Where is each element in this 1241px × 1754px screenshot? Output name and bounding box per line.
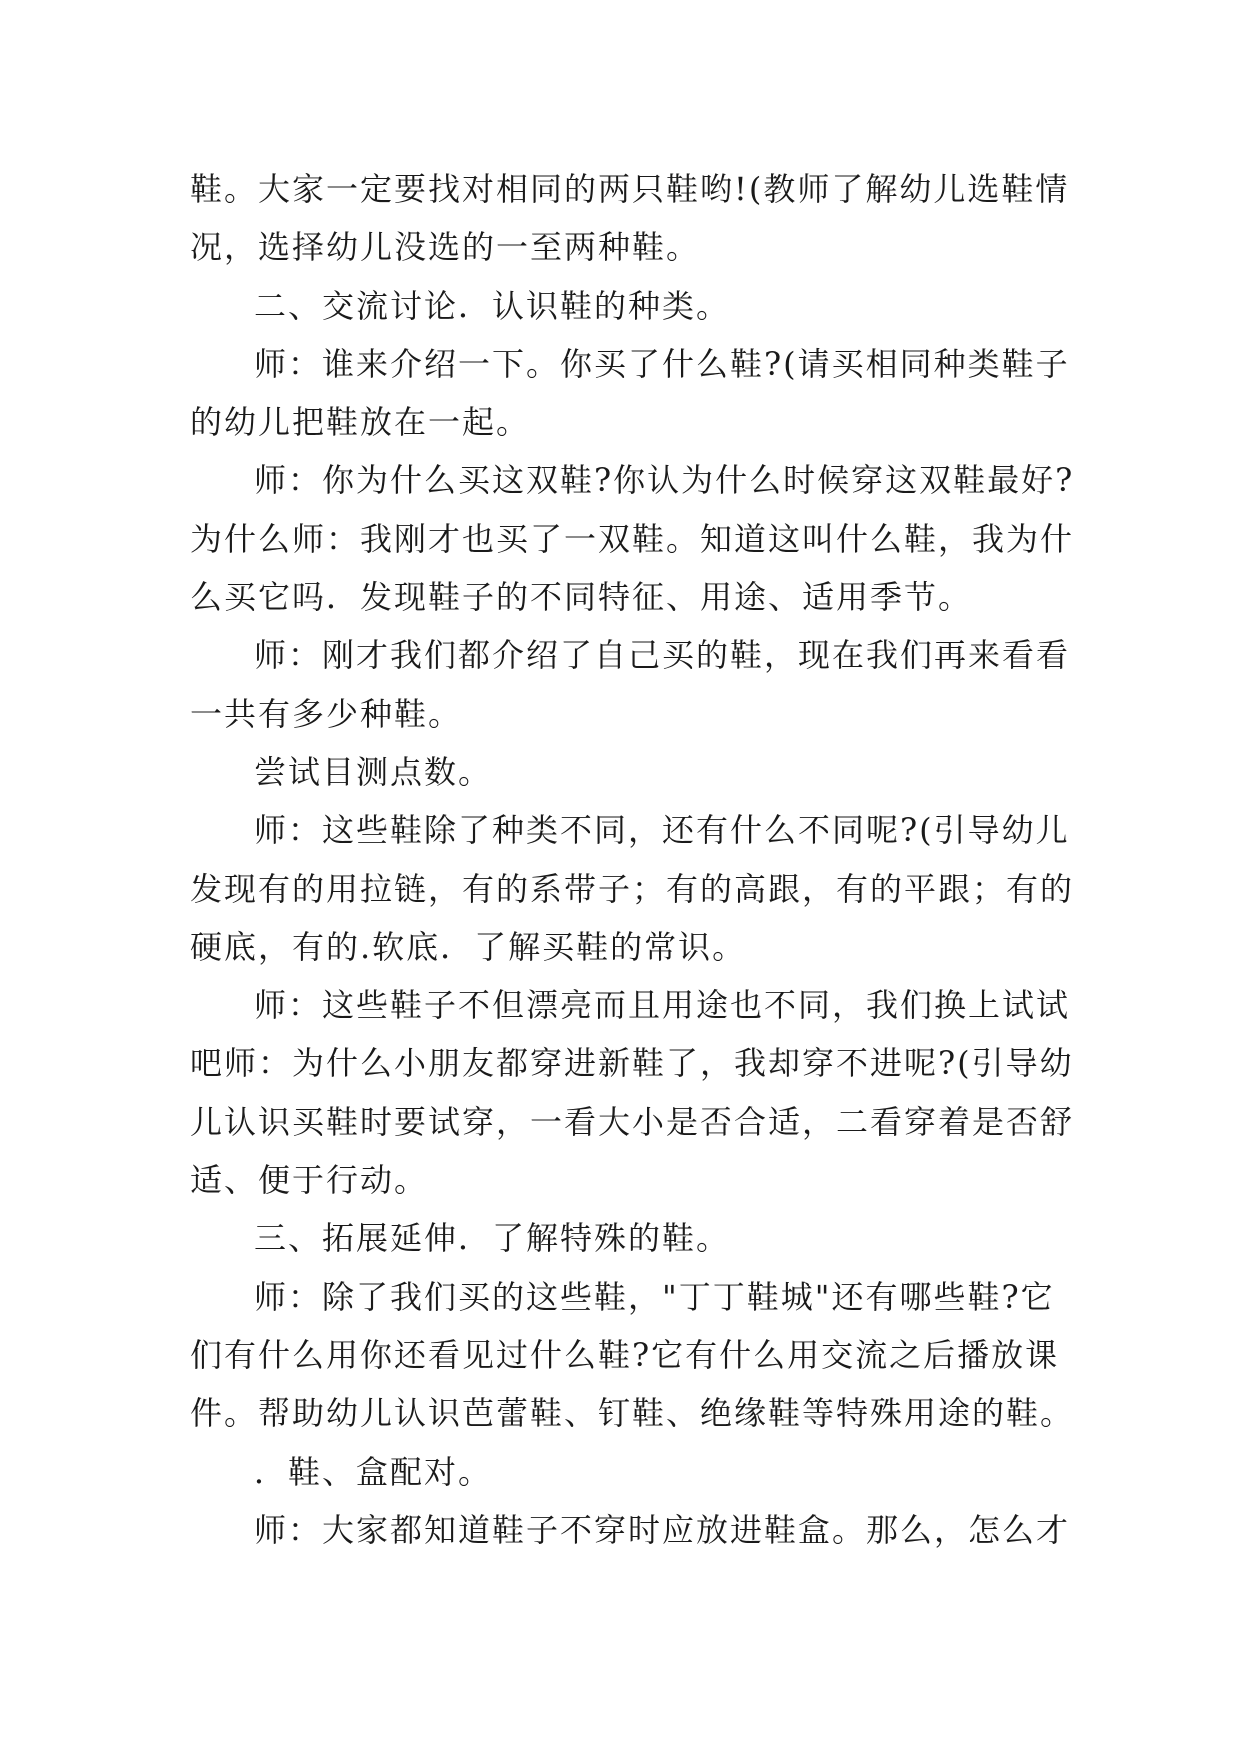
text-line: 硬底，有的.软底．了解买鞋的常识。	[190, 927, 747, 966]
section-heading: 三、拓展延伸．了解特殊的鞋。	[254, 1219, 731, 1258]
text-line: 么买它吗．发现鞋子的不同特征、用途、适用季节。	[190, 578, 973, 617]
text-line: 为什么师：我刚才也买了一双鞋。知道这叫什么鞋，我为什	[190, 519, 1075, 558]
text-line: 师：你为什么买这双鞋?你认为什么时候穿这双鞋最好?	[254, 461, 1075, 500]
text-line: 件。帮助幼儿认识芭蕾鞋、钉鞋、绝缘鞋等特殊用途的鞋。	[190, 1394, 1075, 1433]
text-line: 师：谁来介绍一下。你买了什么鞋?(请买相同种类鞋子	[254, 344, 1070, 383]
text-line: 一共有多少种鞋。	[190, 694, 463, 733]
text-line: 师：刚才我们都介绍了自己买的鞋，现在我们再来看看	[254, 636, 1071, 675]
text-line: 适、便于行动。	[190, 1161, 429, 1200]
text-line: ．鞋、盒配对。	[254, 1452, 493, 1491]
text-line: 发现有的用拉链，有的系带子；有的高跟，有的平跟；有的	[190, 869, 1075, 908]
text-line: 师：这些鞋除了种类不同，还有什么不同呢?(引导幼儿	[254, 811, 1070, 850]
text-line: 的幼儿把鞋放在一起。	[190, 403, 531, 442]
text-line: 吧师：为什么小朋友都穿进新鞋了，我却穿不进呢?(引导幼	[190, 1044, 1074, 1083]
document-body	[190, 160, 1075, 1559]
text-line: 师：这些鞋子不但漂亮而且用途也不同，我们换上试试	[254, 986, 1071, 1025]
text-line: 鞋。大家一定要找对相同的两只鞋哟!(教师了解幼儿选鞋情	[190, 170, 1070, 208]
text-line: 尝试目测点数。	[254, 752, 493, 791]
text-line: 师：大家都知道鞋子不穿时应放进鞋盒。那么，怎么才	[254, 1510, 1071, 1549]
text-line: 们有什么用你还看见过什么鞋?它有什么用交流之后播放课	[190, 1335, 1060, 1374]
section-heading: 二、交流讨论．认识鞋的种类。	[254, 286, 731, 325]
text-line: 况，选择幼儿没选的一至两种鞋。	[190, 228, 701, 267]
text-line: 儿认识买鞋时要试穿，一看大小是否合适，二看穿着是否舒	[190, 1102, 1075, 1141]
text-line: 师：除了我们买的这些鞋，"丁丁鞋城"还有哪些鞋?它	[254, 1277, 1055, 1316]
